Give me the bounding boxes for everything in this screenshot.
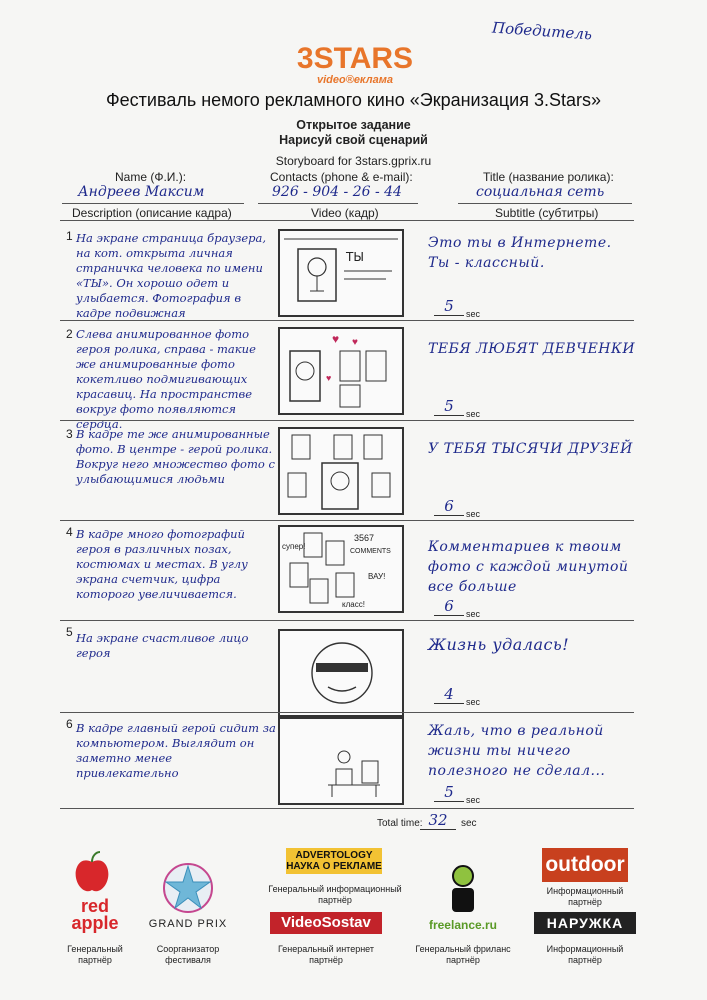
video-frame-4 (278, 525, 404, 613)
festival-title: Фестиваль немого рекламного кино «Экранизация 3.Stars» (105, 90, 602, 110)
video-frame-5 (278, 629, 404, 717)
partner-caption-advertology: Генеральный информационный партнёр (268, 884, 402, 905)
column-subtitle: Subtitle (субтитры) (495, 206, 599, 220)
frame-4-comments: COMMENTS (350, 548, 391, 555)
sec-label: sec (466, 509, 481, 519)
frame-sketch-comments (280, 527, 402, 611)
storyboard-row-4 (60, 520, 634, 621)
column-description: Description (описание кадра) (72, 206, 232, 220)
frame-sketch-happy-face (280, 631, 402, 715)
row-subtitle: Жизнь удалась! (428, 635, 570, 654)
row-number: 3 (66, 427, 73, 441)
title-label: Title (название ролика): (483, 170, 614, 184)
row-seconds: 6 (434, 597, 464, 616)
video-frame-6 (278, 717, 404, 805)
frame-4-super: супер! (282, 542, 306, 551)
row-subtitle: У ТЕБЯ ТЫСЯЧИ ДРУЗЕЙ (428, 441, 633, 457)
title-underline (458, 203, 632, 204)
sec-label: sec (466, 795, 481, 805)
row-seconds: 5 (434, 297, 464, 316)
storyboard-row-3 (60, 420, 634, 521)
heart-icon: ♥ (326, 373, 332, 383)
partner-caption-naruzhka: Информационный партнёр (546, 944, 624, 965)
naruzhka-logo: НАРУЖКА (534, 912, 636, 934)
name-underline (62, 203, 244, 204)
row-number: 1 (66, 229, 73, 243)
festival-logo (290, 44, 420, 86)
grand-prix-star-icon (162, 862, 214, 914)
freelance-figure-icon (440, 864, 486, 916)
row-description: На экране страница браузера, на кот. открыта личная страничка человека по имени «ТЫ». Он хорошо одет и улыбается. Фотография в кадре подвижная (76, 231, 267, 320)
storyboard-row-2 (60, 320, 636, 431)
title-value: социальная сеть (476, 184, 605, 200)
row-seconds: 6 (434, 497, 464, 516)
storyboard-row-1 (60, 220, 634, 321)
row-number: 4 (66, 525, 73, 539)
heart-icon: ♥ (332, 332, 340, 346)
sec-label: sec (466, 409, 481, 419)
partner-caption-videosostav: Генеральный интернет партнёр (278, 944, 374, 965)
storyboard-for: Storyboard for 3stars.gprix.ru (275, 154, 432, 168)
sec-label: sec (466, 309, 481, 319)
row-subtitle: ТЕБЯ ЛЮБЯТ ДЕВЧЕНКИ (428, 341, 636, 357)
red-apple-logo: red apple (71, 896, 119, 933)
contacts-label: Contacts (phone & e-mail): (270, 170, 413, 184)
row-description: В кадре много фотографий героя в различных позах, костюмах и местах. В углу экрана счетчик, цифра которого увеличивается. (76, 527, 248, 601)
logo-sub: video®еклама (316, 74, 394, 86)
outdoor-logo: outdoor (542, 848, 628, 882)
grand-prix-logo: GRAND PRIX (148, 918, 228, 930)
task-line-2: Нарисуй свой сценарий (279, 133, 428, 147)
logo-main: 3STARS (296, 42, 414, 75)
heart-icon: ♥ (352, 337, 358, 348)
corner-note: Победитель (491, 18, 593, 44)
video-frame-1 (278, 229, 404, 317)
video-frame-3 (278, 427, 404, 515)
storyboard-row-5 (60, 620, 634, 721)
name-label: Name (Ф.И.): (115, 170, 187, 184)
partner-caption-outdoor: Информационный партнёр (546, 886, 624, 907)
name-value: Андреев Максим (78, 184, 205, 200)
video-frame-2 (278, 327, 404, 415)
column-video: Video (кадр) (311, 206, 379, 220)
frame-4-count: 3567 (354, 533, 375, 543)
contacts-value: 926 - 904 - 26 - 44 (272, 184, 402, 200)
row-subtitle: Это ты в Интернете. Ты - классный. (428, 235, 612, 271)
total-time-value: 32 (420, 811, 456, 830)
row-description: В кадре главный герой сидит за компьютером. Выглядит он заметно менее привлекательно (76, 721, 276, 780)
row-number: 6 (66, 717, 73, 731)
row-subtitle: Жаль, что в реальной жизни ты ничего полезного не сделал... (428, 723, 606, 779)
row-subtitle: Комментариев к твоим фото с каждой минутой все больше (428, 539, 629, 595)
total-time-unit: sec (461, 818, 477, 829)
row-description: Слева анимированное фото героя ролика, справа - такие же анимированные фото кокетливо подмигивающих красавиц. На пространстве вокруг фото появляются сердца. (76, 327, 256, 431)
frame-4-class: класс! (342, 600, 365, 609)
frame-sketch-computer (280, 719, 402, 803)
frame-4-wow: ВАУ! (368, 572, 386, 581)
row-description: В кадре те же анимированные фото. В центре - герой ролика. Вокруг него множество фото с улыбающимися людьми (76, 427, 275, 486)
row-seconds: 5 (434, 397, 464, 416)
frame-1-label: ТЫ (346, 250, 364, 264)
task-line-1: Открытое задание (296, 118, 411, 132)
frame-sketch-friends (280, 429, 402, 513)
partner-caption-grand-prix: Соорганизатор фестиваля (156, 944, 220, 965)
contacts-underline (258, 203, 418, 204)
partner-caption-red-apple: Генеральный партнёр (67, 944, 123, 965)
partner-caption-freelance: Генеральный фриланс партнёр (415, 944, 511, 965)
advertology-logo: ADVERTOLOGY НАУКА О РЕКЛАМЕ (286, 850, 382, 872)
task-block (0, 118, 707, 148)
table-bottom-line (60, 808, 634, 809)
row-number: 2 (66, 327, 73, 341)
row-description: На экране счастливое лицо героя (76, 631, 249, 660)
apple-icon (72, 850, 112, 896)
row-seconds: 4 (434, 685, 464, 704)
freelance-logo: freelance.ru (428, 918, 498, 932)
total-time-label: Total time: (377, 818, 423, 829)
row-number: 5 (66, 625, 73, 639)
storyboard-row-6 (60, 712, 634, 811)
row-seconds: 5 (434, 783, 464, 802)
frame-sketch-browser (280, 231, 402, 315)
sec-label: sec (466, 697, 481, 707)
frame-sketch-photos-hearts (280, 329, 402, 413)
videosostav-logo: VideoSostav (270, 912, 382, 934)
sec-label: sec (466, 609, 481, 619)
